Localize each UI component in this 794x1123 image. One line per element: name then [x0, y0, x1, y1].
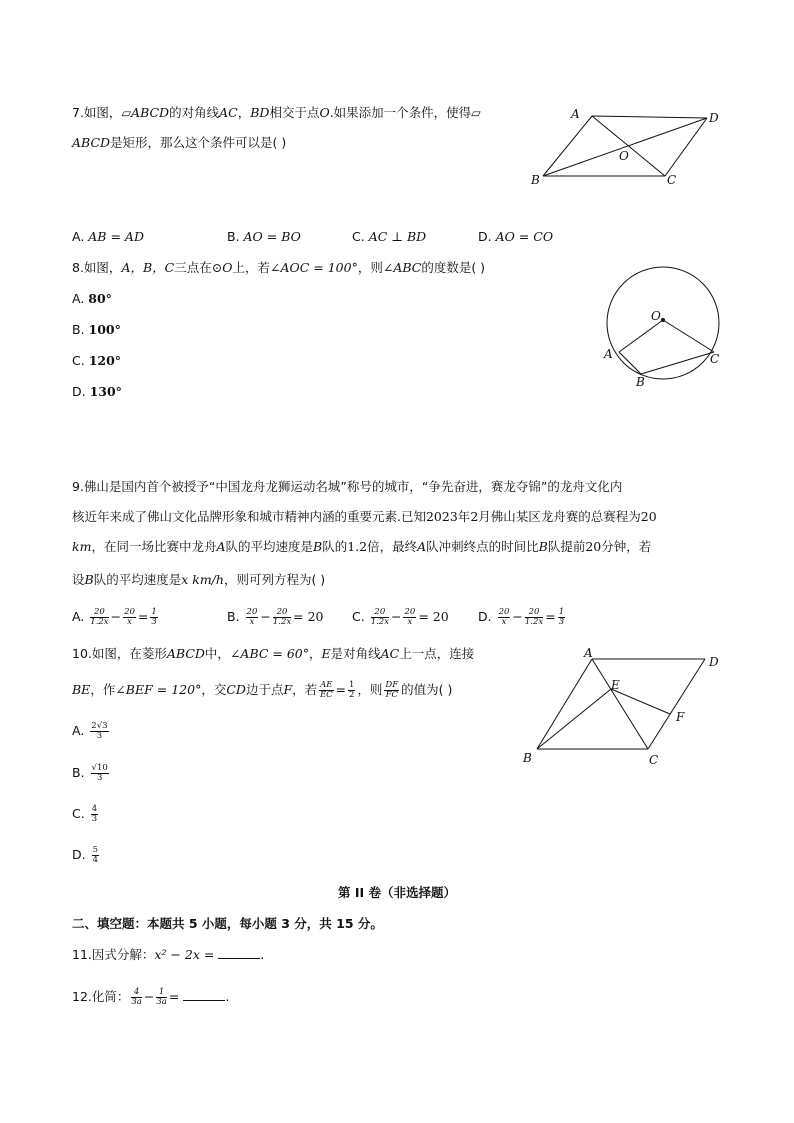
- minus-sign: −: [110, 609, 122, 624]
- option-label: D.: [72, 847, 90, 862]
- frac-num: 20: [246, 607, 258, 617]
- q8-circle: ⊙O: [211, 260, 233, 275]
- frac-den: FC: [385, 690, 398, 700]
- q11-answer-blank[interactable]: [218, 946, 260, 959]
- q10-label-c: C: [649, 753, 659, 767]
- q10-segment-be: [537, 689, 611, 749]
- q10-label-a: A: [584, 646, 593, 660]
- q10-option-a[interactable]: [72, 720, 111, 742]
- frac: [558, 608, 565, 627]
- frac-num: 20: [124, 607, 135, 617]
- minus-sign: −: [260, 609, 271, 624]
- q9-text: 队冲刺终点的时间比: [426, 539, 539, 554]
- frac-den: 3a: [131, 997, 142, 1007]
- frac: [131, 988, 141, 1007]
- q10-text: 10.如图，在菱形: [72, 646, 167, 661]
- frac: [150, 608, 157, 627]
- q7-text: 的对角线: [169, 105, 220, 120]
- q9-text: 分钟，若: [601, 539, 652, 554]
- q8-text: 8.如图，: [72, 260, 122, 275]
- q8-segment-bc: [641, 352, 714, 374]
- frac-num: 4: [131, 988, 141, 998]
- q7-parallelogram: ▱ABCD: [121, 105, 170, 120]
- q10-segment-ef: [611, 689, 670, 714]
- q9-var: A: [216, 539, 226, 554]
- q10-text: ，则: [357, 682, 383, 697]
- option-expr: AO = BO: [243, 229, 301, 244]
- q9-stem-line3: [72, 538, 651, 556]
- section-heading: 二、填空题：本题共 5 小题，每小题 3 分，共 15 分。: [72, 916, 383, 931]
- frac-num: 1: [558, 607, 565, 617]
- q9-option-d[interactable]: [478, 606, 567, 628]
- q8-text: ，则: [357, 260, 383, 275]
- frac-den: 1.2x: [272, 617, 292, 627]
- q9-text: 队的平均速度是: [93, 572, 182, 587]
- q7-option-b[interactable]: [227, 228, 301, 246]
- q8-option-b[interactable]: [72, 321, 121, 339]
- q7-text: ，: [237, 105, 251, 120]
- option-label: C.: [352, 609, 369, 624]
- q10-var: BE: [72, 682, 91, 697]
- frac-den: 1.2x: [90, 617, 109, 627]
- q11-expr: x² − 2x =: [154, 947, 215, 962]
- frac-den: 3: [91, 814, 98, 824]
- q9-text: 月佛山某区龙舟赛的总赛程为: [478, 509, 641, 524]
- option-label: A.: [72, 291, 89, 306]
- q9-number: 20: [640, 509, 657, 524]
- q10-stem-line1: [72, 645, 474, 663]
- q9-text: 年: [457, 509, 471, 524]
- q10-var: AC: [380, 646, 400, 661]
- q11: [72, 946, 264, 964]
- q9-text: 队的平均速度是: [225, 539, 313, 554]
- q7-label-d: D: [709, 111, 719, 125]
- frac-den: 3: [96, 731, 103, 741]
- q7-text: 相交于点: [269, 105, 320, 120]
- q9-stem-line4: [72, 571, 325, 589]
- q8-segment-ab: [619, 352, 641, 374]
- q7-label-b: B: [531, 173, 540, 187]
- q9-text: 设: [72, 572, 85, 587]
- q9-option-c[interactable]: [352, 606, 449, 628]
- q10-label-e: E: [611, 678, 620, 692]
- frac-den: x: [407, 617, 413, 627]
- q7-diagonal-bd: [543, 118, 707, 176]
- frac-num: 1: [151, 607, 157, 617]
- q7-stem-line2: [72, 134, 286, 152]
- q7-label-c: C: [667, 173, 677, 187]
- q10-angle: ∠BEF = 120°: [115, 682, 202, 697]
- q9-stem-line2: [72, 508, 657, 526]
- q10-stem-line2: [72, 679, 452, 701]
- q8-text: 的度数是( ): [421, 260, 486, 275]
- option-value: 120°: [88, 353, 122, 368]
- frac: [90, 722, 108, 741]
- q9-var: A: [417, 539, 427, 554]
- equals: = 20: [418, 609, 449, 624]
- q8-circle-figure: [596, 260, 731, 395]
- frac-den: 2: [348, 690, 355, 700]
- frac: [319, 681, 333, 700]
- q10-shape: ABCD: [166, 646, 205, 661]
- frac-num: DF: [385, 680, 399, 690]
- q8-stem: [72, 259, 485, 277]
- q10-option-b[interactable]: [72, 762, 111, 784]
- q7-shape: ABCD: [72, 135, 111, 150]
- frac-den: EC: [319, 690, 333, 700]
- q10-label-b: B: [523, 751, 532, 765]
- frac: [246, 608, 259, 627]
- q7-stem-line1: [72, 104, 481, 122]
- q10-angle: ∠ABC = 60°: [229, 646, 309, 661]
- q9-option-a[interactable]: [72, 606, 160, 628]
- option-label: C.: [72, 806, 89, 821]
- q7-text: 7.如图，: [72, 105, 122, 120]
- q12-text: 12.化简：: [72, 989, 130, 1004]
- frac-num: √10: [91, 763, 108, 773]
- frac: [384, 681, 399, 700]
- q9-option-b[interactable]: [227, 606, 324, 628]
- q10-text: ，交: [201, 682, 227, 697]
- q10-text: 上一点，连接: [399, 646, 475, 661]
- q7-ac: AC: [219, 105, 238, 120]
- q9-var: B: [538, 539, 548, 554]
- q9-number: 20: [585, 539, 602, 554]
- frac: [525, 608, 543, 627]
- q10-text: 边于点: [245, 682, 284, 697]
- q9-text: 倍，最终: [367, 539, 418, 554]
- option-label: D.: [72, 384, 90, 399]
- frac-den: 3: [96, 773, 103, 783]
- frac-num: 20: [525, 608, 543, 618]
- frac-num: 4: [91, 804, 98, 814]
- q9-unit: km: [72, 539, 92, 554]
- q8-center-dot: [661, 318, 665, 322]
- q7-text: 是矩形，那么这个条件可以是( ): [110, 135, 287, 150]
- option-value: 130°: [89, 384, 122, 399]
- q7-text: .如果添加一个条件，使得▱: [329, 105, 481, 120]
- frac: [92, 846, 99, 865]
- q10-rhombus-figure: [515, 645, 730, 770]
- q9-stem-line1: [72, 478, 622, 496]
- frac-num: 20: [404, 607, 416, 617]
- section-title: 第 II 卷（非选择题）: [337, 885, 456, 900]
- q9-var: B: [84, 572, 94, 587]
- q8-vars: A，B，C: [121, 260, 175, 275]
- q12: [72, 985, 229, 1009]
- option-label: B.: [227, 229, 244, 244]
- option-label: D.: [478, 609, 496, 624]
- frac-num: 5: [92, 845, 98, 855]
- option-value: 100°: [88, 322, 121, 337]
- frac: [90, 608, 108, 627]
- option-value: 80°: [88, 291, 112, 306]
- frac: [371, 608, 389, 627]
- q8-circle: [607, 267, 719, 379]
- option-label: A.: [72, 609, 89, 624]
- frac-num: 1: [348, 680, 355, 690]
- q10-diagonal-ac: [592, 659, 648, 749]
- q8-label-o: O: [651, 309, 661, 323]
- option-label: B.: [72, 322, 89, 337]
- q10-text: ，: [309, 646, 322, 661]
- equals: =: [335, 682, 346, 697]
- equals: =: [545, 609, 556, 624]
- frac-den: 1.2x: [524, 617, 544, 627]
- q8-segment-oa: [619, 320, 663, 352]
- q9-text: 队的: [322, 539, 348, 554]
- q12-answer-blank[interactable]: [183, 988, 225, 1001]
- q10-var: CD: [226, 682, 246, 697]
- equals: =: [168, 989, 180, 1004]
- frac: [91, 805, 98, 824]
- option-expr: AO = CO: [495, 229, 554, 244]
- frac-den: 3: [558, 617, 565, 627]
- q9-number: 2: [470, 509, 479, 524]
- minus-sign: −: [512, 609, 523, 624]
- q12-text: .: [225, 989, 230, 1004]
- option-expr: AC ⊥ BD: [368, 229, 427, 244]
- q7-label-a: A: [571, 107, 580, 121]
- frac-num: 20: [273, 608, 291, 618]
- minus-sign: −: [391, 609, 402, 624]
- frac-num: 20: [371, 608, 389, 618]
- q8-text: 上，若: [232, 260, 270, 275]
- q7-o: O: [319, 105, 330, 120]
- q8-text: 三点在: [174, 260, 212, 275]
- q9-number: 2023: [425, 509, 458, 524]
- frac-den: x: [127, 617, 132, 627]
- frac: [498, 608, 511, 627]
- q7-bd: BD: [250, 105, 270, 120]
- frac: [348, 681, 355, 700]
- minus-sign: −: [143, 989, 155, 1004]
- q8-angle-question: ∠ABC: [382, 260, 422, 275]
- q9-text: 核近年来成了佛山文化品牌形象和城市精神内涵的重要元素.已知: [72, 509, 426, 524]
- frac-num: 20: [90, 608, 108, 618]
- q8-angle-condition: ∠AOC = 100°: [269, 260, 358, 275]
- frac-num: 2√3: [91, 721, 108, 731]
- q11-text: 11.因式分解：: [72, 947, 155, 962]
- q8-label-c: C: [710, 352, 720, 366]
- q9-var: B: [313, 539, 323, 554]
- q10-text: 中，: [204, 646, 230, 661]
- option-label: A.: [72, 723, 89, 738]
- frac: [273, 608, 291, 627]
- option-expr: AB = AD: [88, 229, 144, 244]
- frac-num: AE: [320, 680, 333, 690]
- option-label: C.: [352, 229, 369, 244]
- q7-label-o: O: [619, 149, 629, 163]
- q11-text: .: [260, 947, 265, 962]
- q9-number: 1.2: [347, 539, 368, 554]
- q8-option-c[interactable]: [72, 352, 121, 370]
- q7-option-c[interactable]: [352, 228, 426, 246]
- frac: [403, 608, 416, 627]
- q10-var: E: [321, 646, 331, 661]
- q10-edge-cd: [648, 659, 705, 749]
- q7-edge-ad: [592, 116, 707, 118]
- q7-option-d[interactable]: [478, 228, 553, 246]
- frac: [91, 764, 109, 783]
- q9-text: 队提前: [547, 539, 586, 554]
- q10-option-c[interactable]: [72, 803, 100, 825]
- frac-den: 4: [92, 855, 98, 865]
- q9-text: 9.佛山是国内首个被授予“中国龙舟龙狮运动名城”称号的城市，“争先奋进，赛龙夺锦”的龙舟文化内: [72, 479, 623, 494]
- frac: [123, 608, 136, 627]
- q7-option-a[interactable]: [72, 228, 144, 246]
- option-label: B.: [227, 609, 244, 624]
- frac-den: x: [501, 617, 507, 627]
- q8-segment-oc: [663, 320, 714, 352]
- q8-option-a[interactable]: [72, 290, 112, 308]
- equals: =: [137, 609, 149, 624]
- equals: = 20: [293, 609, 324, 624]
- option-label: D.: [478, 229, 496, 244]
- frac-num: 1: [156, 988, 166, 998]
- frac-den: x: [249, 617, 255, 627]
- frac-den: 3: [151, 617, 157, 627]
- q10-text: 的值为( ): [401, 682, 453, 697]
- option-label: C.: [72, 353, 89, 368]
- option-label: A.: [72, 229, 89, 244]
- q8-option-d[interactable]: [72, 383, 122, 401]
- q8-label-b: B: [636, 375, 645, 389]
- q10-text: ，作: [90, 682, 116, 697]
- q10-var: F: [283, 682, 293, 697]
- q9-text: ，在同一场比赛中龙舟: [91, 539, 217, 554]
- q10-text: ，若: [292, 682, 318, 697]
- frac-den: 3a: [156, 997, 167, 1007]
- frac-num: 20: [498, 607, 510, 617]
- q7-edge-cd: [665, 118, 707, 176]
- q10-edge-ab: [537, 659, 592, 749]
- q10-label-f: F: [676, 710, 685, 724]
- q10-label-d: D: [709, 655, 719, 669]
- frac-den: 1.2x: [370, 617, 389, 627]
- q9-text: ，则可列方程为( ): [223, 572, 326, 587]
- frac: [156, 988, 166, 1007]
- q8-label-a: A: [604, 347, 613, 361]
- q10-text: 是对角线: [330, 646, 381, 661]
- q7-parallelogram-figure: [525, 100, 725, 190]
- option-label: B.: [72, 765, 89, 780]
- q9-speed: x km/h: [181, 572, 224, 587]
- q10-option-d[interactable]: [72, 844, 101, 866]
